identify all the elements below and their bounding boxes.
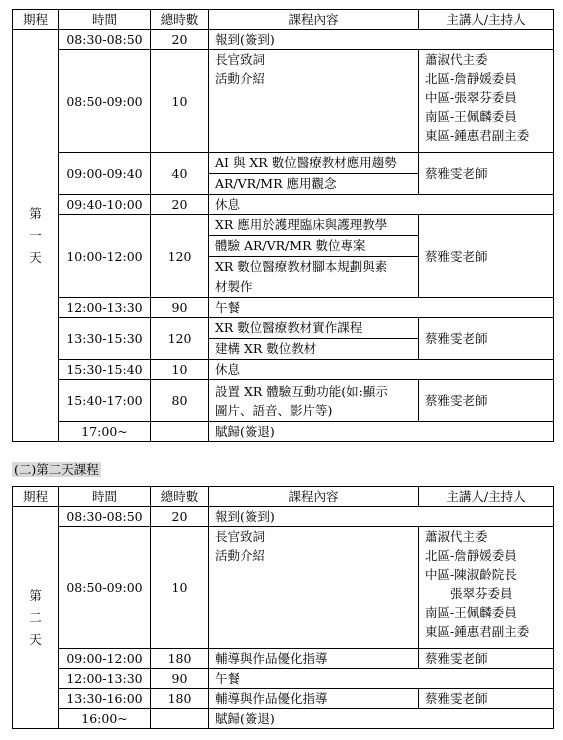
table-header-row xyxy=(13,10,554,30)
table-row xyxy=(13,318,554,360)
hours-cell: 10 xyxy=(151,360,209,380)
table-row xyxy=(13,50,554,153)
hours-cell: 120 xyxy=(151,215,209,298)
header-hours: 總時數 xyxy=(151,10,209,30)
speaker-cell: 蔡雅雯老師 xyxy=(419,689,554,709)
content-cell: 休息 xyxy=(209,360,554,380)
hours-cell: 20 xyxy=(151,507,209,527)
hours-cell: 120 xyxy=(151,318,209,360)
table-row xyxy=(13,195,554,215)
table-row xyxy=(13,507,554,527)
time-cell: 08:30-08:50 xyxy=(59,30,151,50)
time-cell: 09:00-12:00 xyxy=(59,649,151,669)
time-cell: 13:30-16:00 xyxy=(59,689,151,709)
header-hours: 總時數 xyxy=(151,487,209,507)
speaker-cell: 蔡雅雯老師 xyxy=(419,380,554,422)
time-cell: 09:00-09:40 xyxy=(59,153,151,195)
table-row xyxy=(13,153,554,195)
time-cell: 10:00-12:00 xyxy=(59,215,151,298)
content-cell: 輔導與作品優化指導 xyxy=(209,649,419,669)
hours-cell: 20 xyxy=(151,195,209,215)
table-row xyxy=(13,649,554,669)
day1-schedule-table xyxy=(12,9,554,442)
header-time: 時間 xyxy=(59,10,151,30)
speaker-cell: 蔡雅雯老師 xyxy=(419,215,554,298)
hours-cell: 180 xyxy=(151,649,209,669)
content-cell: 長官致詞 活動介紹 xyxy=(209,527,419,649)
table-row xyxy=(13,689,554,709)
table-row xyxy=(13,527,554,649)
time-cell: 09:40-10:00 xyxy=(59,195,151,215)
table-row xyxy=(13,298,554,318)
time-cell: 12:00-13:30 xyxy=(59,669,151,689)
time-cell: 15:30-15:40 xyxy=(59,360,151,380)
hours-cell xyxy=(151,709,209,729)
content-cell: 賦歸(簽退) xyxy=(209,709,554,729)
hours-cell: 10 xyxy=(151,527,209,649)
table-row xyxy=(13,669,554,689)
content-cell: 午餐 xyxy=(209,669,554,689)
content-cell: AI 與 XR 數位醫療教材應用趨勢 AR/VR/MR 應用觀念 xyxy=(209,153,419,195)
content-cell: 長官致詞 活動介紹 xyxy=(209,50,419,153)
hours-cell: 80 xyxy=(151,380,209,422)
table-row xyxy=(13,380,554,422)
hours-cell: 180 xyxy=(151,689,209,709)
section-heading: (二)第二天課程 xyxy=(14,462,99,477)
hours-cell: 90 xyxy=(151,298,209,318)
period-cell: 第 二 天 xyxy=(13,507,59,729)
time-cell: 08:30-08:50 xyxy=(59,507,151,527)
content-cell: 報到(簽到) xyxy=(209,507,554,527)
content-cell: XR 數位醫療教材實作課程 建構 XR 數位教材 xyxy=(209,318,419,360)
header-period: 期程 xyxy=(13,10,59,30)
table-row xyxy=(13,709,554,729)
header-speaker: 主講人/主持人 xyxy=(419,10,554,30)
content-cell: 午餐 xyxy=(209,298,554,318)
hours-cell: 40 xyxy=(151,153,209,195)
speaker-cell: 蕭淑代主委 北區-詹靜媛委員 中區-張翠芬委員 南區-王佩麟委員 東區-鍾惠君副主委 xyxy=(419,50,554,153)
content-cell: 賦歸(簽退) xyxy=(209,422,554,442)
period-cell: 第 一 天 xyxy=(13,30,59,442)
time-cell: 08:50-09:00 xyxy=(59,527,151,649)
speaker-cell: 蔡雅雯老師 xyxy=(419,153,554,195)
day2-schedule-table xyxy=(12,486,554,729)
table-row xyxy=(13,422,554,442)
table-header-row xyxy=(13,487,554,507)
header-speaker: 主講人/主持人 xyxy=(419,487,554,507)
hours-cell: 20 xyxy=(151,30,209,50)
header-time: 時間 xyxy=(59,487,151,507)
table-row xyxy=(13,30,554,50)
content-cell: 報到(簽到) xyxy=(209,30,554,50)
speaker-cell: 蕭淑代主委 北區-詹靜媛委員 中區-陳淑齡院長 張翠芬委員 南區-王佩麟委員 東區-鍾惠君副主委 xyxy=(419,527,554,649)
content-cell: 設置 XR 體驗互動功能(如:顯示 圖片、語音、影片等) xyxy=(209,380,419,422)
content-cell: 輔導與作品優化指導 xyxy=(209,689,419,709)
header-period: 期程 xyxy=(13,487,59,507)
table-row xyxy=(13,360,554,380)
content-cell: 休息 xyxy=(209,195,554,215)
table-row xyxy=(13,215,554,298)
hours-cell: 10 xyxy=(151,50,209,153)
header-content: 課程內容 xyxy=(209,10,419,30)
header-content: 課程內容 xyxy=(209,487,419,507)
time-cell: 08:50-09:00 xyxy=(59,50,151,153)
speaker-cell: 蔡雅雯老師 xyxy=(419,649,554,669)
speaker-cell: 蔡雅雯老師 xyxy=(419,318,554,360)
time-cell: 16:00~ xyxy=(59,709,151,729)
time-cell: 15:40-17:00 xyxy=(59,380,151,422)
time-cell: 17:00~ xyxy=(59,422,151,442)
content-cell: XR 應用於護理臨床與護理教學 體驗 AR/VR/MR 數位專案 XR 數位醫療教材腳本規劃與素 材製作 xyxy=(209,215,419,298)
time-cell: 12:00-13:30 xyxy=(59,298,151,318)
hours-cell xyxy=(151,422,209,442)
time-cell: 13:30-15:30 xyxy=(59,318,151,360)
hours-cell: 90 xyxy=(151,669,209,689)
